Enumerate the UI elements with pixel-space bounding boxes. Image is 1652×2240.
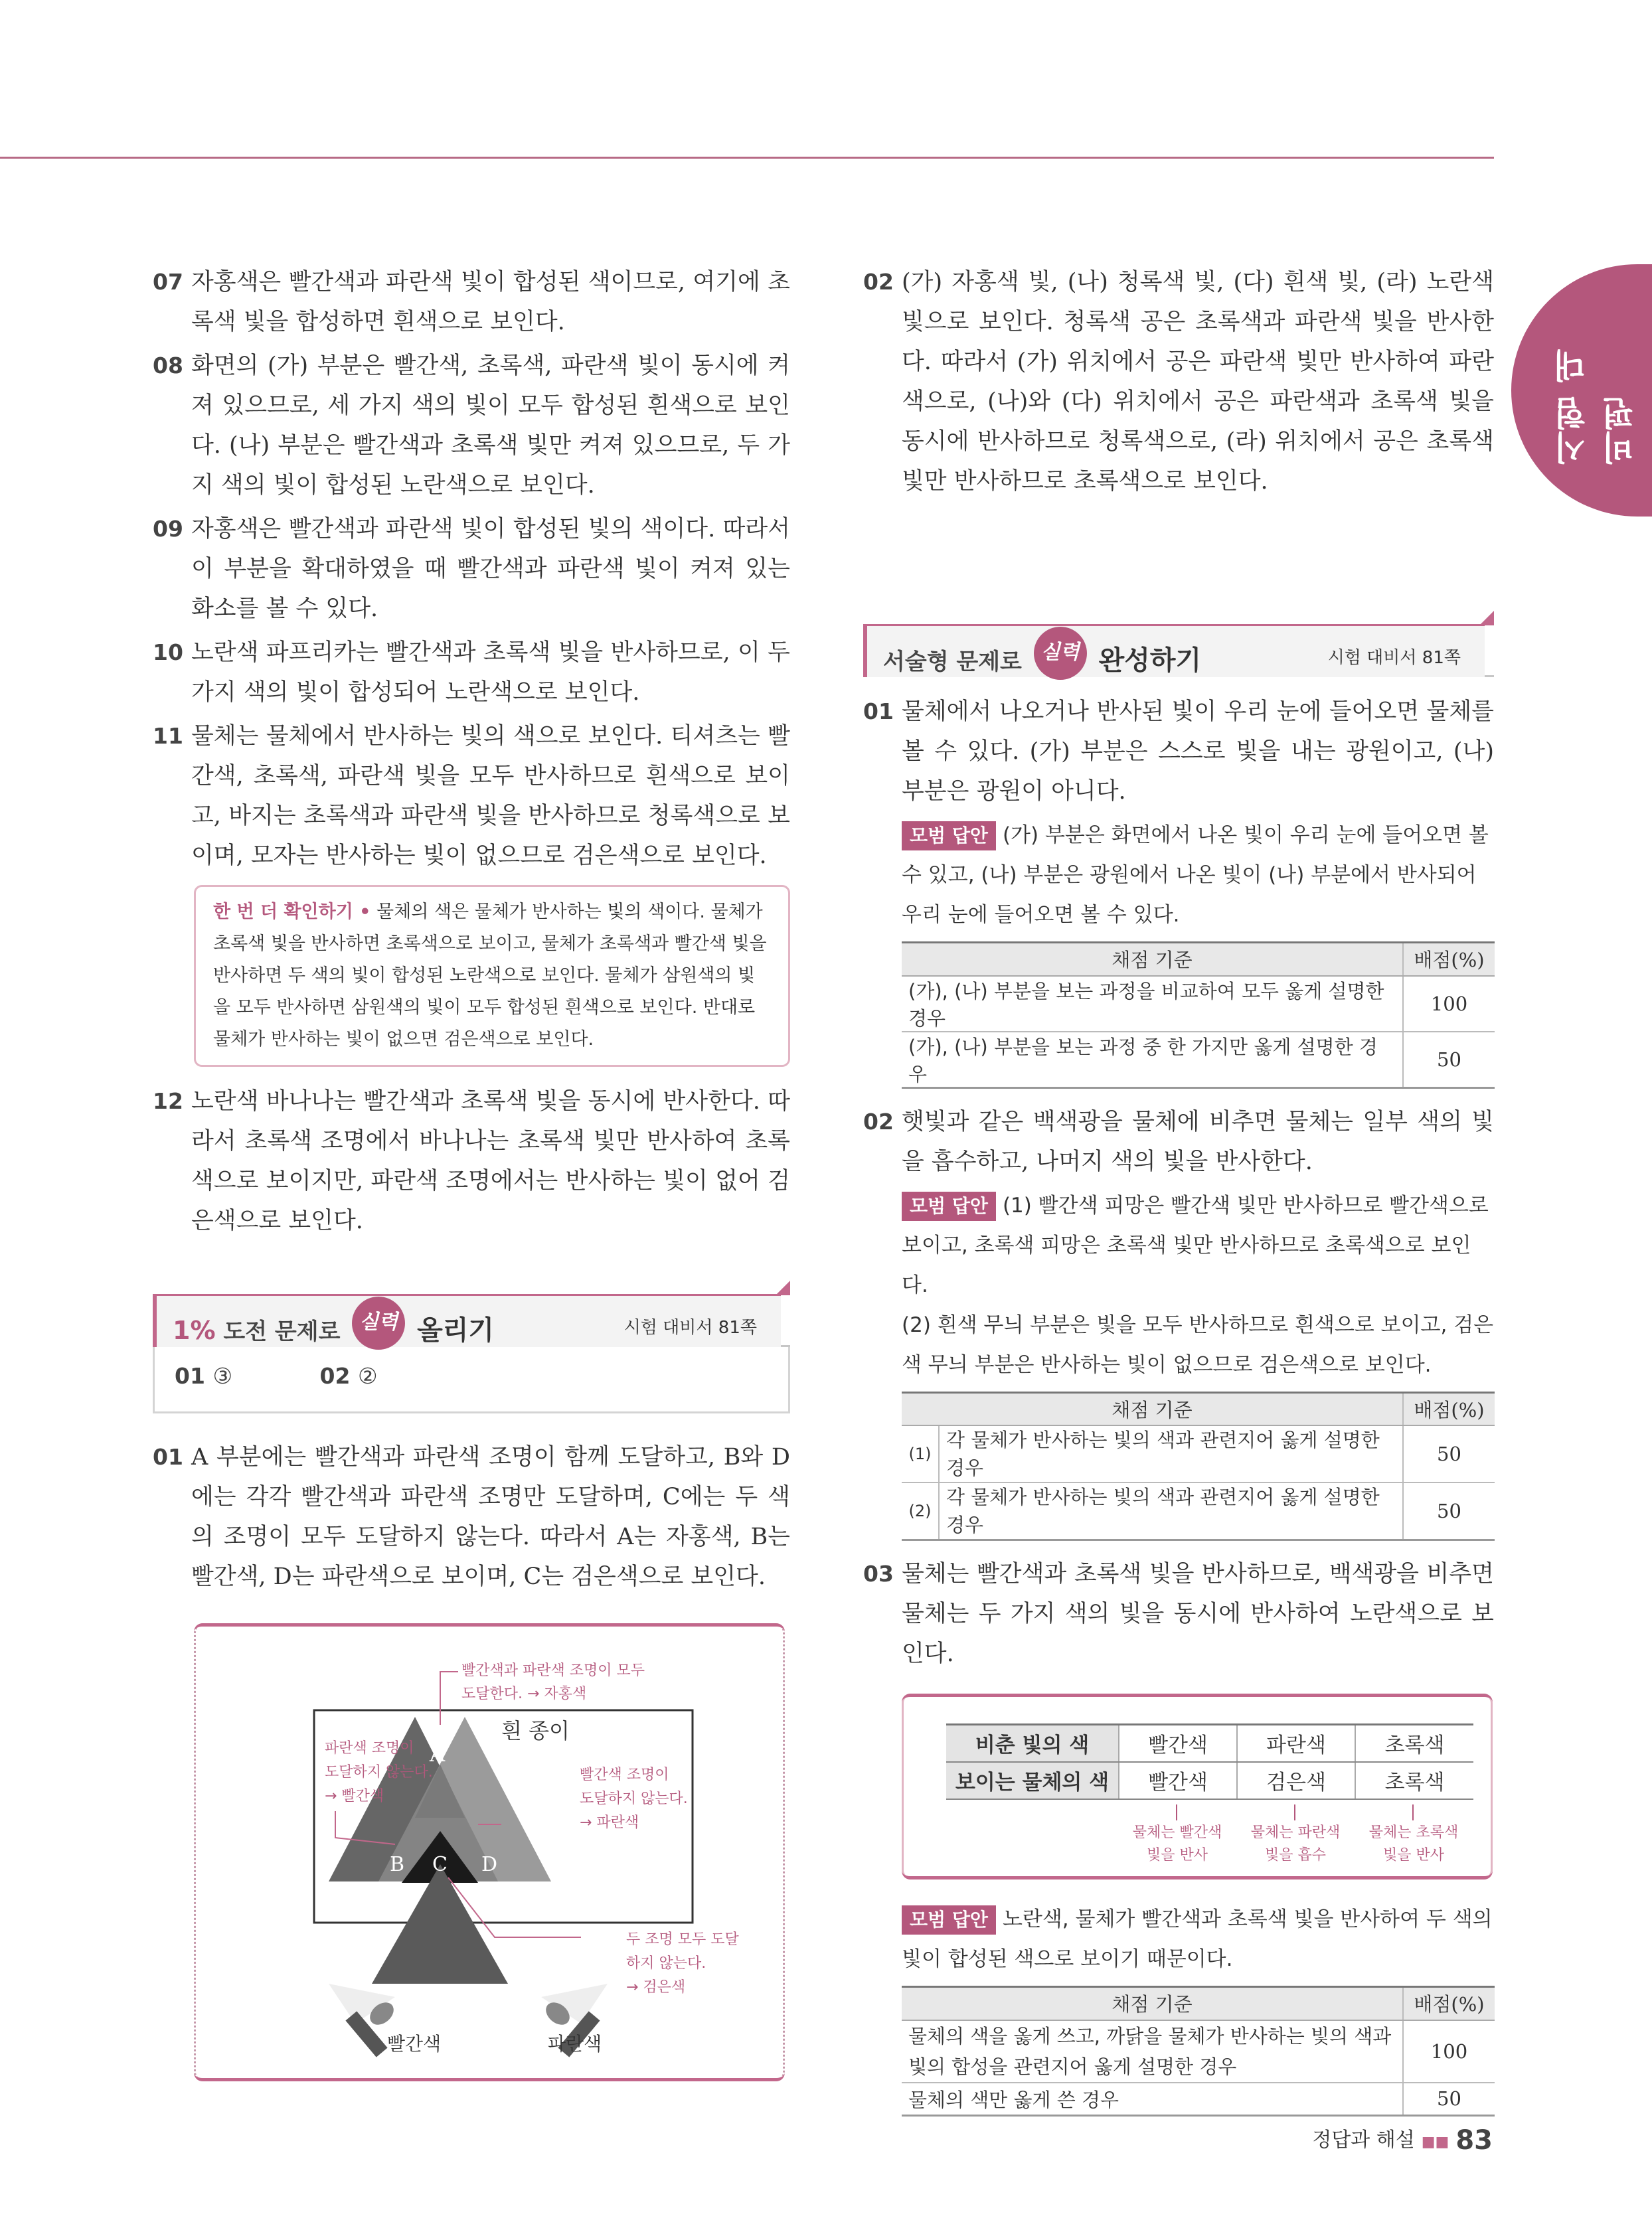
item-number: 02 xyxy=(863,269,894,295)
item-text: 노란색 파프리카는 빨간색과 초록색 빛을 반사하므로, 이 두 가지 색의 빛이 합성되어 노란색으로 보인다. xyxy=(191,639,790,706)
item-number: 11 xyxy=(153,723,183,749)
answer-item-10 xyxy=(153,633,790,712)
item-text: 햇빛과 같은 백색광을 물체에 비추면 물체는 일부 색의 빛을 흡수하고, 나머지 색의 빛을 반사한다. xyxy=(902,1108,1494,1175)
item-number: 03 xyxy=(863,1561,894,1587)
criterion-header: 채점 기준 xyxy=(902,943,1403,976)
points-cell: 50 xyxy=(1403,1425,1495,1482)
model-answer-02 xyxy=(863,1186,1494,1305)
left-note-1: 파란색 조명이 xyxy=(325,1740,414,1757)
item-number: 12 xyxy=(153,1088,183,1114)
answer-item-08 xyxy=(153,346,790,505)
challenge-item-01 xyxy=(153,1437,790,1597)
review-note-text: 물체의 색은 물체가 반사하는 빛의 색이다. 물체가 초록색 빛을 반사하면 초록색으로 보이고, 물체가 초록색과 빨간색 빛을 반사하면 두 색의 빛이 합성된 노란색으로 보인다. 물체가 삼원색의 빛을 모두 반사하면 삼원색의 빛이 모두 합성된 흰색으로 보인다. 반대로 물체가 반사하는 빛이 없으면 검은색으로 보인다. xyxy=(213,902,767,1050)
grading-table-03 xyxy=(902,1986,1495,2117)
challenge-section-header xyxy=(153,1281,790,1347)
item-text: 자홍색은 빨간색과 파란색 빛이 합성된 빛의 색이다. 따라서 이 부분을 확대하였을 때 빨간색과 파란색 빛이 켜져 있는 화소를 볼 수 있다. xyxy=(191,516,790,622)
row-header: 비춘 빛의 색 xyxy=(946,1725,1119,1762)
color-cell: 빨간색 xyxy=(1119,1725,1237,1762)
essay-item-02 xyxy=(863,1102,1494,1182)
item-number: 08 xyxy=(153,353,183,378)
review-note xyxy=(194,885,790,1067)
row-header: 보이는 물체의 색 xyxy=(946,1762,1119,1799)
challenge-answer-02: 02 ② xyxy=(319,1363,378,1389)
answer-item-02 xyxy=(863,262,1494,501)
model-answer-text: (가) 부분은 화면에서 나온 빛이 우리 눈에 들어오면 볼 수 있고, (나) 부분은 광원에서 나온 빛이 (나) 부분에서 반사되어 우리 눈에 들어오면 볼 수 있다. xyxy=(902,823,1489,927)
item-number: 10 xyxy=(153,639,183,665)
table-row xyxy=(946,1762,1473,1799)
left-column xyxy=(153,262,790,2081)
section-title-post: 완성하기 xyxy=(1098,645,1202,676)
table-row xyxy=(902,1032,1495,1088)
item-text: 화면의 (가) 부분은 빨간색, 초록색, 파란색 빛이 동시에 켜져 있으므로, 세 가지 색의 빛이 모두 합성된 흰색으로 보인다. (나) 부분은 빨간색과 초록색 빛만 켜져 있으므로, 두 가지 색의 빛이 합성된 노란색으로 보인다. xyxy=(191,353,790,499)
answer-item-07 xyxy=(153,262,790,342)
model-answer-02-part2 xyxy=(863,1305,1494,1385)
section-header-corner xyxy=(1479,611,1494,625)
essay-item-03 xyxy=(863,1554,1494,1674)
model-answer-01 xyxy=(863,815,1494,935)
label-b: B xyxy=(390,1853,405,1876)
right-note-1: 빨간색 조명이 xyxy=(580,1767,669,1783)
criterion-cell: 각 물체가 반사하는 빛의 색과 관련지어 옳게 설명한 경우 xyxy=(939,1425,1403,1482)
right-column xyxy=(863,262,1494,2130)
item-number: 01 xyxy=(153,1444,183,1470)
bottom-note-2: 하지 않는다. xyxy=(626,1955,706,1972)
criterion-cell: 물체의 색만 옳게 쓴 경우 xyxy=(902,2083,1403,2116)
item-text: 물체는 빨간색과 초록색 빛을 반사하므로, 백색광을 비추면 물체는 두 가지 색의 빛을 동시에 반사하여 노란색으로 보인다. xyxy=(902,1561,1494,1667)
points-cell: 100 xyxy=(1403,2020,1495,2083)
right-note-3: → 파란색 xyxy=(580,1814,639,1831)
model-answer-badge: 모범 답안 xyxy=(902,1192,996,1221)
review-note-lead: 한 번 더 확인하기 • xyxy=(213,902,371,922)
section-percent: 1% xyxy=(173,1316,216,1345)
item-text: 물체에서 나오거나 반사된 빛이 우리 눈에 들어오면 물체를 볼 수 있다. (가) 부분은 스스로 빛을 내는 광원이고, (나) 부분은 광원이 아니다. xyxy=(902,698,1494,805)
blue-lamp-label: 파란색 xyxy=(548,2033,602,2055)
side-tab xyxy=(1511,264,1652,517)
paper-label: 흰 종이 xyxy=(501,1718,570,1743)
section-header-corner xyxy=(776,1281,790,1295)
challenge-answer-01: 01 ③ xyxy=(175,1363,233,1389)
points-cell: 50 xyxy=(1403,2083,1495,2116)
points-header: 배점(%) xyxy=(1403,943,1495,976)
item-text: 노란색 바나나는 빨간색과 초록색 빛을 동시에 반사한다. 따라서 초록색 조명에서 바나나는 초록색 빛만 반사하여 초록색으로 보이지만, 파란색 조명에서는 반사하는 빛이 없어 검은색으로 보인다. xyxy=(191,1088,790,1234)
color-cell: 파란색 xyxy=(1237,1725,1355,1762)
points-cell: 100 xyxy=(1403,976,1495,1032)
left-note-3: → 빨간색 xyxy=(325,1788,384,1804)
page-number: 83 xyxy=(1455,2125,1493,2156)
section-title-pre: 서술형 문제로 xyxy=(883,649,1022,675)
model-answer-03 xyxy=(863,1899,1494,1979)
caption-green: 물체는 초록색 빛을 반사 xyxy=(1361,1822,1467,1867)
bottom-note-1: 두 조명 모두 도달 xyxy=(626,1931,739,1948)
page-footer xyxy=(1312,2123,1493,2156)
item-text: (가) 자홍색 빛, (나) 청록색 빛, (다) 흰색 빛, (라) 노란색 빛으로 보인다. 청록색 공은 초록색과 파란색 빛을 반사한다. 따라서 (가) 위치에서 공은 파란색 빛만 반사하여 파란색으로, (나)와 (다) 위치에서 공은 파란색과 초록색 빛을 동시에 반사하므로 청록색으로, (라) 위치에서 공은 초록색 빛만 반사하므로 초록색으로 보인다. xyxy=(902,269,1494,495)
section-title xyxy=(173,1307,494,1360)
bottom-note-3: → 검은색 xyxy=(626,1979,686,1996)
section-title-pre: 도전 문제로 xyxy=(223,1319,341,1345)
color-cell: 검은색 xyxy=(1237,1762,1355,1799)
criterion-cell: 물체의 색을 옳게 쓰고, 까닭을 물체가 반사하는 빛의 색과 빛의 합성을 관련지어 옳게 설명한 경우 xyxy=(902,2020,1403,2083)
side-tab-label: 시험 대비편 xyxy=(1553,348,1639,465)
model-answer-badge: 모범 답안 xyxy=(902,821,996,850)
criterion-header: 채점 기준 xyxy=(902,1392,1403,1425)
footer-label: 정답과 해설 xyxy=(1312,2128,1415,2152)
top-note-1: 빨간색과 파란색 조명이 모두 xyxy=(461,1662,645,1679)
criterion-header: 채점 기준 xyxy=(902,1987,1403,2020)
criterion-cell: 각 물체가 반사하는 빛의 색과 관련지어 옳게 설명한 경우 xyxy=(939,1482,1403,1540)
table-header xyxy=(902,1392,1495,1425)
table-row xyxy=(946,1725,1473,1762)
item-text: 물체는 물체에서 반사하는 빛의 색으로 보인다. 티셔츠는 빨간색, 초록색, 파란색 빛을 모두 반사하므로 흰색으로 보이고, 바지는 초록색과 파란색 빛을 반사하므로 청록색으로 보이며, 모자는 반사하는 빛이 없으므로 검은색으로 보인다. xyxy=(191,723,790,869)
table-row xyxy=(902,2020,1495,2083)
essay-section-header xyxy=(863,611,1494,677)
caption-blue: 물체는 파란색 빛을 흡수 xyxy=(1242,1822,1349,1867)
table-header xyxy=(902,943,1495,976)
label-a: A xyxy=(430,1741,446,1767)
right-note-2: 도달하지 않는다. xyxy=(580,1791,688,1807)
light-overlap-diagram xyxy=(194,1623,785,2081)
criterion-cell: (가), (나) 부분을 보는 과정을 비교하여 모두 옳게 설명한 경우 xyxy=(902,976,1403,1032)
item-number: 07 xyxy=(153,269,183,295)
answer-item-12 xyxy=(153,1081,790,1241)
color-cell: 초록색 xyxy=(1355,1762,1473,1799)
model-answer-text-1: (1) 빨간색 피망은 빨간색 빛만 반사하므로 빨간색으로 보이고, 초록색 피망은 초록색 빛만 반사하므로 초록색으로 보인다. xyxy=(902,1193,1489,1297)
points-header: 배점(%) xyxy=(1403,1987,1495,2020)
answer-item-11 xyxy=(153,716,790,876)
top-rule xyxy=(0,157,1494,159)
table-row xyxy=(902,976,1495,1032)
label-c: C xyxy=(432,1853,448,1876)
points-header: 배점(%) xyxy=(1403,1392,1495,1425)
points-cell: 50 xyxy=(1403,1482,1495,1540)
skill-badge: 실력 xyxy=(352,1297,405,1350)
criterion-cell: (가), (나) 부분을 보는 과정 중 한 가지만 옳게 설명한 경우 xyxy=(902,1032,1403,1088)
table-row xyxy=(902,1425,1495,1482)
red-lamp-label: 빨간색 xyxy=(387,2033,442,2055)
section-title-post: 올리기 xyxy=(417,1315,495,1346)
item-text: A 부분에는 빨간색과 파란색 조명이 함께 도달하고, B와 D에는 각각 빨간색과 파란색 조명만 도달하며, C에는 두 색의 조명이 모두 도달하지 않는다. 따라서 A는 자홍색, B는 빨간색, D는 파란색으로 보이며, C는 검은색으로 보인다. xyxy=(191,1444,790,1590)
sub-number: (2) xyxy=(902,1482,939,1540)
table-row xyxy=(902,2083,1495,2116)
color-reflection-box xyxy=(902,1694,1493,1880)
item-text: 자홍색은 빨간색과 파란색 빛이 합성된 색이므로, 여기에 초록색 빛을 합성하면 흰색으로 보인다. xyxy=(191,269,790,335)
points-cell: 50 xyxy=(1403,1032,1495,1088)
label-d: D xyxy=(481,1853,498,1876)
color-cell: 빨간색 xyxy=(1119,1762,1237,1799)
essay-item-01 xyxy=(863,692,1494,811)
item-number: 02 xyxy=(863,1108,894,1135)
caption-red: 물체는 빨간색 빛을 반사 xyxy=(1124,1822,1230,1867)
table-row xyxy=(902,1482,1495,1540)
item-number: 09 xyxy=(153,516,183,542)
footer-squares: ■■ xyxy=(1421,2134,1449,2150)
left-note-2: 도달하지 않는다. xyxy=(325,1764,433,1781)
color-table xyxy=(946,1723,1473,1800)
model-answer-text-2: (2) 흰색 무늬 부분은 빛을 모두 반사하므로 흰색으로 보이고, 검은색 무늬 부분은 반사하는 빛이 없으므로 검은색으로 보인다. xyxy=(902,1313,1494,1377)
section-reference: 시험 대비서 81쪽 xyxy=(623,1318,757,1338)
skill-badge: 실력 xyxy=(1034,627,1087,680)
grading-table-01 xyxy=(902,941,1495,1089)
top-note-2: 도달한다. → 자홍색 xyxy=(461,1686,587,1702)
model-answer-badge: 모범 답안 xyxy=(902,1905,996,1935)
answer-item-09 xyxy=(153,509,790,629)
table-header xyxy=(902,1987,1495,2020)
section-title xyxy=(883,637,1201,690)
item-number: 01 xyxy=(863,698,894,724)
section-reference: 시험 대비서 81쪽 xyxy=(1327,648,1461,668)
grading-table-02 xyxy=(902,1392,1495,1542)
color-cell: 초록색 xyxy=(1355,1725,1473,1762)
model-answer-text: 노란색, 물체가 빨간색과 초록색 빛을 반사하여 두 색의 빛이 합성된 색으로 보이기 때문이다. xyxy=(902,1907,1493,1971)
diagram-svg xyxy=(196,1625,787,2083)
sub-number: (1) xyxy=(902,1425,939,1482)
